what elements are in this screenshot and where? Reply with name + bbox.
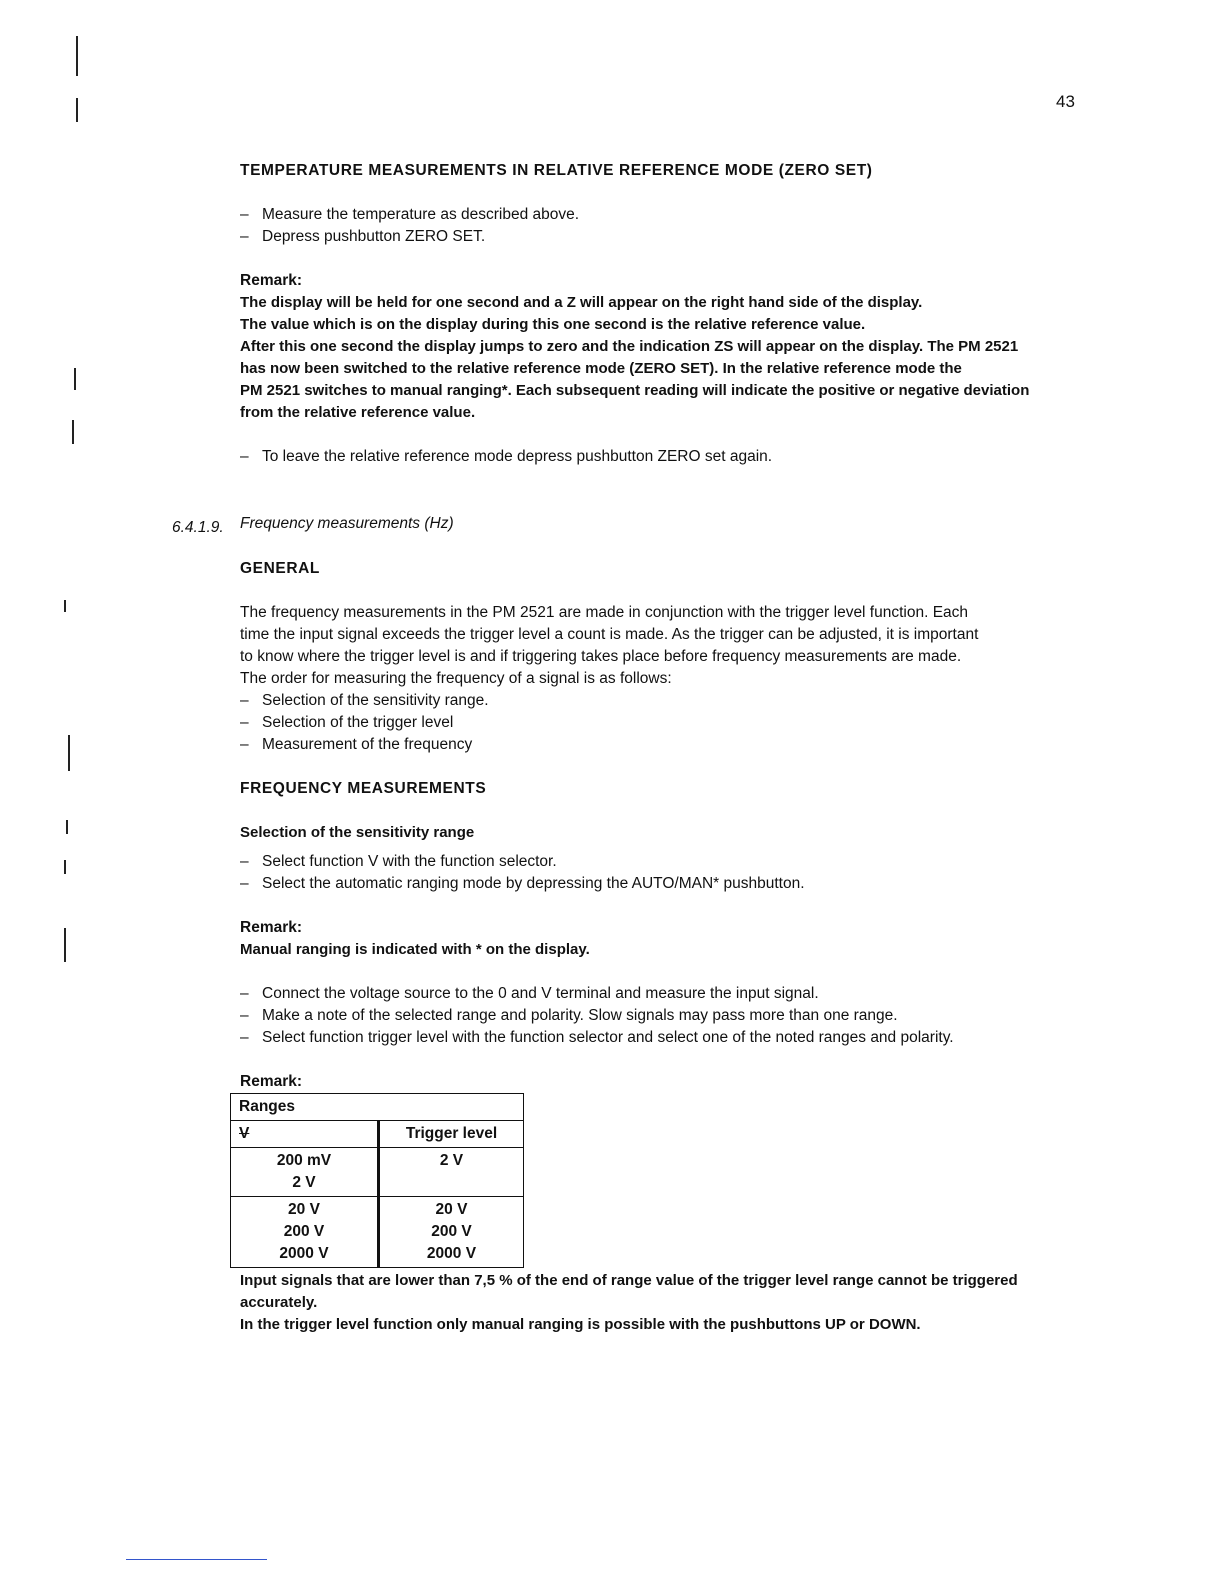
page-content xyxy=(240,160,1080,1336)
margin-mark xyxy=(76,98,78,122)
list-item: – Select function V with the function selector. xyxy=(240,851,1080,873)
list-item: – Selection of the sensitivity range. xyxy=(240,690,1080,712)
closing-paragraph xyxy=(240,1270,1080,1336)
table-cell xyxy=(231,1148,379,1197)
range-value: 2 V xyxy=(292,1174,316,1191)
order-steps xyxy=(240,690,1080,756)
paragraph-line: The frequency measurements in the PM 2521 are made in conjunction with the trigger level function. Each xyxy=(240,604,969,621)
section-number: 6.4.1.9. xyxy=(172,519,224,536)
sensitivity-steps xyxy=(240,851,1080,895)
trigger-value: 20 V xyxy=(435,1201,468,1218)
range-value: 20 V xyxy=(288,1201,320,1218)
paragraph-line: The order for measuring the frequency of a signal is as follows: xyxy=(240,670,672,687)
list-item: – Select function trigger level with the function selector and select one of the noted ranges and polarity. xyxy=(240,1027,1080,1049)
paragraph-line: In the trigger level function only manual ranging is possible with the pushbuttons UP or DOWN. xyxy=(240,1316,921,1333)
table-row xyxy=(231,1094,524,1121)
voltage-symbol: V xyxy=(239,1125,250,1142)
margin-mark xyxy=(64,600,66,612)
list-item: – Select the automatic ranging mode by depressing the AUTO/MAN* pushbutton. xyxy=(240,873,1080,895)
frequency-heading: FREQUENCY MEASUREMENTS xyxy=(240,780,487,797)
table-row xyxy=(231,1121,524,1148)
margin-mark xyxy=(64,860,66,874)
list-item: – Connect the voltage source to the 0 and V terminal and measure the input signal. xyxy=(240,983,1080,1005)
bottom-rule xyxy=(126,1559,267,1560)
remark-line: from the relative reference value. xyxy=(240,404,476,421)
connect-steps xyxy=(240,983,1080,1049)
section-title: Frequency measurements (Hz) xyxy=(240,515,454,532)
table-row xyxy=(231,1148,524,1197)
table-row xyxy=(231,1197,524,1268)
margin-mark xyxy=(74,368,76,390)
page-number: 43 xyxy=(1056,92,1075,111)
list-item: – Measure the temperature as described above. xyxy=(240,204,1080,226)
remark-label: Remark: xyxy=(240,272,303,289)
remark-text: Manual ranging is indicated with * on the display. xyxy=(240,941,590,958)
paragraph-line: accurately. xyxy=(240,1294,318,1311)
remark-text xyxy=(240,292,1080,424)
remark-line: The display will be held for one second and a Z will appear on the right hand side of the display. xyxy=(240,294,923,311)
table-cell xyxy=(379,1197,524,1268)
list-item: – Depress pushbutton ZERO SET. xyxy=(240,226,1080,248)
paragraph-line: Input signals that are lower than 7,5 % of the end of range value of the trigger level range cannot be triggered xyxy=(240,1272,1018,1289)
list-item: – Measurement of the frequency xyxy=(240,734,1080,756)
range-value: 200 V xyxy=(283,1223,325,1240)
remark-line: has now been switched to the relative reference mode (ZERO SET). In the relative reference mode the xyxy=(240,360,962,377)
list-item: – Make a note of the selected range and polarity. Slow signals may pass more than one range. xyxy=(240,1005,1080,1027)
trigger-value: 2000 V xyxy=(426,1245,477,1262)
paragraph-line: time the input signal exceeds the trigger level a count is made. As the trigger can be adjusted, it is important xyxy=(240,626,979,643)
margin-mark xyxy=(76,36,78,76)
remark-line: After this one second the display jumps to zero and the indication ZS will appear on the display. The PM 2521 xyxy=(240,338,1019,355)
table-cell xyxy=(379,1148,524,1197)
margin-mark xyxy=(68,735,70,771)
margin-mark xyxy=(66,820,68,834)
ranges-table xyxy=(230,1093,524,1268)
table-title: Ranges xyxy=(231,1094,524,1121)
paragraph-line: to know where the trigger level is and if triggering takes place before frequency measurements are made. xyxy=(240,648,962,665)
table-cell xyxy=(231,1197,379,1268)
zero-set-steps xyxy=(240,204,1080,248)
range-value: 200 mV xyxy=(276,1152,332,1169)
zero-set-heading: TEMPERATURE MEASUREMENTS IN RELATIVE REFERENCE MODE (ZERO SET) xyxy=(240,162,873,179)
margin-mark xyxy=(64,928,66,962)
remark-label: Remark: xyxy=(240,1073,303,1090)
general-paragraph xyxy=(240,602,1080,690)
margin-mark xyxy=(72,420,74,444)
remark-line: The value which is on the display during this one second is the relative reference value. xyxy=(240,316,866,333)
general-heading: GENERAL xyxy=(240,560,320,577)
column-header: Trigger level xyxy=(379,1121,524,1148)
sensitivity-heading: Selection of the sensitivity range xyxy=(240,824,475,841)
list-item: – To leave the relative reference mode depress pushbutton ZERO set again. xyxy=(240,446,1080,468)
column-header xyxy=(231,1121,379,1148)
list-item: – Selection of the trigger level xyxy=(240,712,1080,734)
remark-label: Remark: xyxy=(240,919,303,936)
leave-steps xyxy=(240,446,1080,468)
range-value: 2000 V xyxy=(279,1245,329,1262)
trigger-value: 200 V xyxy=(431,1223,472,1240)
trigger-value: 2 V xyxy=(439,1152,464,1169)
remark-line: PM 2521 switches to manual ranging*. Each subsequent reading will indicate the positive or negative deviation xyxy=(240,382,1030,399)
